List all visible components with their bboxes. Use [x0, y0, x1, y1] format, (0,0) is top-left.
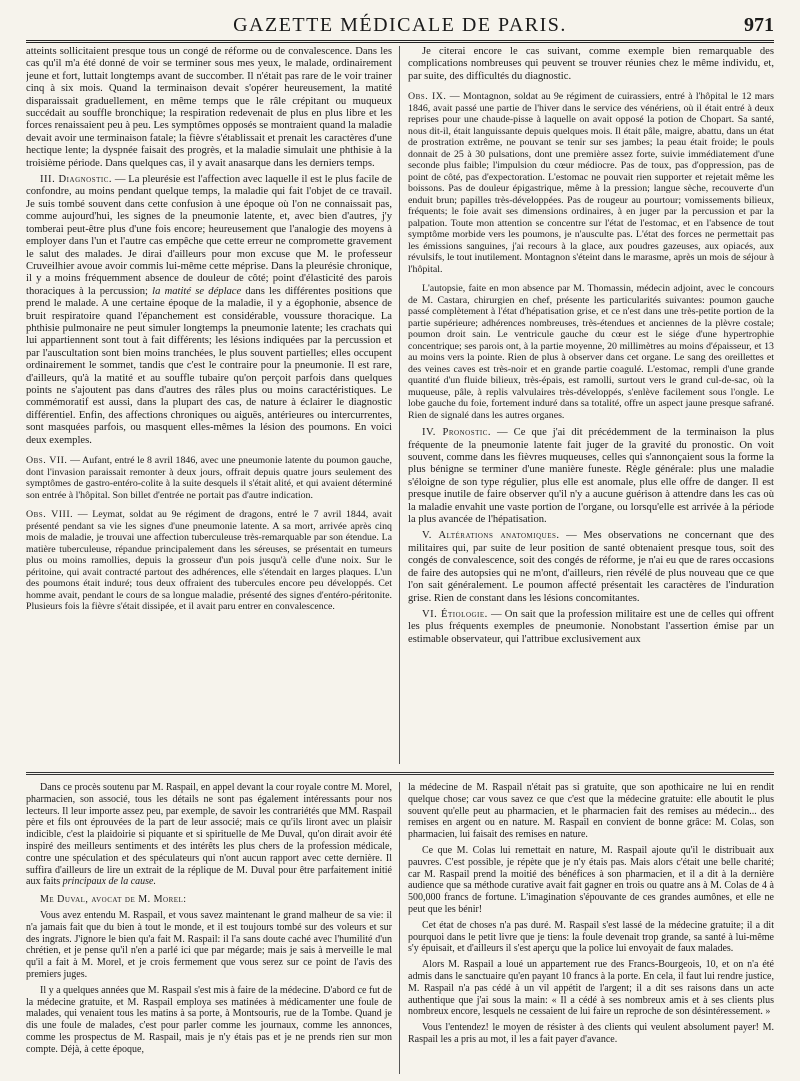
section-heading: V. Altérations anatomiques.: [422, 530, 560, 542]
section-text: — Ce que j'ai dit précédemment de la terminaison la plus fréquente de la pneumonie latente fait juger de la gravité du pronostic. On voit souvent, comme dans les fièvres muqueuses, celles qui s'annonçaient sous la forme la plus bénigne se terminer d'une manière funeste. Règle générale: plus une maladie s'éloigne de son type régulier, plus elle est anomale, plus elle offre de danger. Il est presque inutile de faire observer qu'il n'y a aucune guérison à attendre dans les cas où la maladie envahit une vaste portion de l'organe, ou lorsqu'elle est arrivée à la période la plus avancée de l'hépatisation.: [408, 427, 774, 526]
observation-8: [26, 509, 392, 613]
section-text: — Mes observations ne concernant que des militaires qui, par suite de leur position de santé obtenaient presque tous, soit des congés de convalescence, soit des congés de réforme, je n'ai eu que de rares occasions de faire des autopsies qui ne m'ont, d'ailleurs, rien révélé de plus nouveau que ce que l'on sait généralement. Le poumon affecté présentait les caractères de l'induration grise. Rien de constant dans les lésions concomitantes.: [408, 530, 774, 604]
column-divider: [399, 782, 400, 1074]
observation-heading: Obs. IX.: [408, 91, 447, 103]
page-header: [26, 14, 774, 43]
observation-9: [408, 91, 774, 275]
paragraph: Ce que M. Colas lui remettait en nature, M. Raspail ajoute qu'il le distribuait aux pauvres. C'est possible, je répète que je n'y étais pas. Mais alors c'était une belle charité; car M. Raspail prend la moitié des bénéfices à son pharmacien, et il a dit à la dernière audience que sa méthode curative avait fait gagner en trois ou quatre ans à M. Colas de 4 à 500,000 francs de fortune. L'imagination s'épouvante de ces grandes aumônes, et elle ne peut que les bénir!: [408, 844, 774, 915]
observation-heading: Obs. VIII.: [26, 509, 74, 520]
paragraph: Je citerai encore le cas suivant, comme exemple bien remarquable des complications nombreuses qui peuvent se trouver réunies chez le même individu, et, par suite, des difficultés du diagnostic.: [408, 46, 774, 82]
observation-text: — Montagnon, soldat au 9e régiment de cuirassiers, entré à l'hôpital le 12 mars 1846, avait passé une partie de l'hiver dans le service des vénériens, où il était entré à deux reprises pour une chaude-pisse à laquelle on avait opposé la potion de Chopart. Sa santé, nous dit-il, était languissante depuis quelques mois. Il était pâle, maigre, abattu, dans un état de prostration extrême, ne pouvant se tenir sur ses jambes; la peau était froide; le pouls donnait de 25 à 30 pulsations, dont une première assez forte, suivie immédiatement d'une seconde plus faible; l'impulsion du cœur médiocre. Pas de toux, pas d'oppression, pas de point de côté, pas d'expectoration. L'estomac ne pouvait rien supporter et rejetait même les boissons. Pas de douleur épigastrique, même à la pression; langue sèche, recouverte d'un enduit brun; papilles très-développées. Pas de rougeur au pourtour; vomissements bilieux, fréquents; le foie avait ses dimensions ordinaires, à en juger par la percussion et par la palpation. Toute mon attention se concentre sur l'état de l'estomac, et en l'absence de tout symptôme morbide vers les poumons, je n'ausculte pas. L'état des forces ne permettait pas les émissions sanguines, j'ai recours à la glace, aux poudres gazeuses, aux opiacés, aux révulsifs, le tout inutilement. Montagnon s'éteint dans le marasme, après un mois de séjour à l'hôpital.: [408, 91, 774, 275]
observation-7: [26, 455, 392, 501]
section-text: — On sait que la profession militaire est une de celles qui offrent les plus fréquents exemples de pneumonie. Nonobstant l'assertion émise par un estimable observateur, qui l'attribue exclusivement aux: [408, 608, 774, 645]
paragraph: atteints sollicitaient presque tous un congé de réforme ou de convalescence. Dans les cas qu'il m'a été donné de voir se terminer sous mes yeux, le malade, ordinairement jeune et fort, luttait longtemps avant de succomber. Il n'était pas rare de le voir trainer cinq à six mois. Quand la terminaison devait s'opérer heureusement, la matité disparaissait graduellement, en même temps que le râle crépitant ou muqueux succédait au souffle bronchique; la respiration redevenait de plus en plus libre et les forces renaissaient peu à peu. Les symptômes opposés se montraient quand la maladie devait avoir une terminaison fatale; la fièvre s'établissait et prenait les caractères d'une hectique lente; la dyspnée faisait des progrès, et la maladie simulait une phthisie à la troisième période. Dans quelques cas, il y avait anasarque dans les derniers temps.: [26, 46, 392, 169]
anatomy-section: [408, 530, 774, 604]
section-heading: VI. Étiologie.: [422, 608, 488, 620]
page-number: 971: [744, 14, 774, 36]
paragraph: Vous l'entendez! le moyen de résister à des clients qui veulent absolument payer! M. Raspail les a pris au mot, il les a fait payer d'avance.: [408, 1022, 774, 1045]
paragraph: Vous avez entendu M. Raspail, et vous savez maintenant le grand malheur de sa vie: il n'a jamais fait que du bien à tout le monde, et il est toujours tombé sur des voleurs et sur des ingrats. J'ignore le bien qu'a fait M. Raspail: il l'a sans doute caché avec l'humilité d'un chrétien, et je pense qu'il n'en a parlé ici que par mégarde; mais je sais à merveille le mal qu'il a fait à M. Morel, et je crois fermement que vous serez sur ce point de l'avis des premiers juges.: [26, 909, 392, 980]
journal-title: GAZETTE MÉDICALE DE PARIS.: [233, 14, 567, 36]
paragraph-text: Dans ce procès soutenu par M. Raspail, en appel devant la cour royale contre M. Morel, pharmacien, son associé, tous les détails ne sont pas également intéressants pour nos lecteurs. Il leur importe assez peu, par exemple, de savoir les contrariétés que MM. Raspail père et fils ont éprouvées de la part de leur associé; mais ce qu'ils liront avec un plaisir indicible, c'est la plaidoirie si piquante et si spirituelle de Me Duval, qu'on dirait avoir été inspiré des meilleurs sentiments et des intérêts les plus chers de la profession médicale, contre une spéculation et des spéculateurs qui n'ont aucun rapport avec cette dernière. Il suffira d'ailleurs de lire un extrait de la réplique de M. Duval pour être parfaitement initié aux faits: [26, 782, 392, 888]
observation-text: — Aufant, entré le 8 avril 1846, avec une pneumonie latente du poumon gauche, dont l'invasion paraissait remonter à deux jours, offrait depuis quatre jours seulement des symptômes de gastro-entéro-colite à la suite desquels il s'était alité, et qui avaient déterminé son entrée à l'hôpital. Son billet d'entrée ne portait pas d'autre indication.: [26, 455, 392, 501]
section-text: — La pleurésie est l'affection avec laquelle il est le plus facile de confondre, au moins pendant quelque temps, la maladie qui fait l'objet de ce travail. Je suis tombé souvent dans cette confusion à une époque où l'on ne connaissait pas, comme aujourd'hui, les signes de la pneumonie latente, et, avec bien d'autres, j'y tomberai peut-être plus d'une fois encore; heureusement que l'analogie des moyens à employer dans l'un et l'autre cas empêche que cette erreur ne compromette gravement le salut des malades. Je dirai d'ailleurs pour mon excuse que M. le professeur Cruveilhier avoue avoir commis lui-même cette méprise. Dans la pleurésie chronique, il y a moins fréquemment absence de douleur de côté; point d'élasticité des parois thoraciques à la percussion;: [26, 174, 392, 297]
observation-heading: Obs. VII.: [26, 455, 68, 466]
autopsy-paragraph: L'autopsie, faite en mon absence par M. Thomassin, médecin adjoint, avec le concours de M. Castara, chirurgien en chef, présente les particularités suivantes: poumon gauche passé complètement à l'état d'hépatisation grise, et ce n'est dans une très-petite portion de la partie supérieure; adhérences nombreuses, très-étendues et anciennes de la plèvre costale; poumon droit sain. Le ventricule gauche du cœur est le siége d'une hypertrophie concentrique; ses parois ont, à la partie moyenne, 20 millimètres au moins d'épaisseur, et 13 au moins vers la pointe. Rien de plus à observer dans cet organe. Le sang des oreillettes et des veines caves est très-noir et en grande partie coagulé. L'estomac, rempli d'une grande quantité d'un fluide bilieux, très-épais, est ramolli, surtout vers le grand cul-de-sac, où la muqueuse, pâle, à replis valvulaires très-développés, s'enlève facilement sous l'ongle. Le lobe gauche du foie, fortement induré dans sa totalité, offre un aspect jaune presque safrané. Rien de signalé dans les autres organes.: [408, 283, 774, 421]
diagnostic-section: [26, 174, 392, 447]
right-column: [408, 46, 774, 764]
prognosis-section: [408, 427, 774, 526]
italic-text: la matité se déplace: [152, 285, 242, 297]
column-divider: [399, 46, 400, 764]
feuilleton-right-column: [408, 782, 774, 1074]
observation-text: — Leymat, soldat au 9e régiment de dragons, entré le 7 avril 1844, avait présenté pendant sa vie les signes d'une pneumonie latente. A sa mort, arrivée après cinq mois de maladie, je trouvai une affection tuberculeuse très-remarquable par son étendue. La matière tuberculeuse, répandue principalement dans les séreuses, se présentait en tumeurs plus ou moins ramollies, depuis la grosseur d'un pois jusqu'à celle d'une noix. Sur le péritoine, qui avait contracté partout des adhérences, elle s'étendait en larges plaques. L'un des poumons était induré; tous deux offraient des tubercules encore peu développés. Cet homme avait, pendant le cours de sa longue maladie, présenté des signes d'entéro-péritonite. Plusieurs fois la fièvre s'était dissipée, et il avait paru entrer en convalescence.: [26, 509, 392, 612]
etiology-section: [408, 609, 774, 646]
section-separator: [26, 772, 774, 775]
paragraph: Cet état de choses n'a pas duré. M. Raspail s'est lassé de la médecine gratuite; il a dit pourquoi dans le petit livre que je tiens: la foule devenait trop grande, sa santé à lui-même s'y épuisait, et d'ailleurs il s'est aperçu que la police lui envoyait de faux malades.: [408, 919, 774, 955]
section-text: dans les différentes positions que prend le malade. A une certaine époque de la maladie, il y a égophonie, absence de bruit respiratoire quand l'épanchement est considérable, voussure thoracique. La phthisie pulmonaire ne peut simuler longtemps la pneumonie latente; les crachats qui lui appartiennent sont tout à fait différents; les lésions indiquées par la percussion et par l'auscultation sont bien moins tranchées, le plus souvent partielles; elles occupent ordinairement le sommet, tandis que c'est le contraire pour la pneumonie. Il est rare, d'ailleurs, qu'à la matité et au souffle tubaire qu'on perçoit parfois dans quelques points ne s'ajoutent pas dans d'autres des râles plus ou moins caractéristiques. Le commémoratif est aussi, dans la plupart des cas, de nature à éclairer le diagnostic différentiel. Enfin, des affections chroniques ou aiguës, antérieures ou intercurrentes, sont masquées parfois, ou masquent elles-mêmes la lésion des poumons. En voici deux exemples.: [26, 285, 392, 446]
section-heading: IV. Pronostic.: [422, 427, 492, 439]
paragraph: Il y a quelques années que M. Raspail s'est mis à faire de la médecine. D'abord ce fut de la médecine gratuite, et M. Raspail employa ses matinées à médicamenter une foule de malades, qui venaient tous les matins à sa porte, à Montsouris, rue de la Tombe. Quand je dis une foule de malades, c'est pour parler comme les journaux, comme les annonces, comme les prospectus de M. Raspail, mais je n'y étais pas et je ne prends rien sur mon compte. Déjà, à cette époque,: [26, 984, 392, 1055]
speaker-heading: Me Duval, avocat de M. Morel:: [40, 894, 187, 906]
intro-paragraph: [26, 782, 392, 888]
feuilleton-left-column: [26, 782, 392, 1074]
left-column: [26, 46, 392, 764]
section-heading: III. Diagnostic.: [40, 174, 113, 186]
paragraph: la médecine de M. Raspail n'était pas si gratuite, que son apothicaire ne lui en rendit quelque chose; car vous savez ce que c'est que la médecine gratuite: elle aboutit le plus souvent qu'elle peut au pharmacien, et le pharmacien fait des remises au médecin... des remises en argent ou en nature. M. Raspail en convient de bonne grâce: M. Colas, son pharmacien, lui faisait des remises en nature.: [408, 782, 774, 841]
paragraph: Alors M. Raspail a loué un appartement rue des Francs-Bourgeois, 10, et on n'a été admis dans le sanctuaire qu'en payant 10 francs à la porte. En cela, il faut lui rendre justice, M. Raspail n'a pas cédé à un vil appétit de l'argent; il a dit ses raisons dans un acte authentique que j'ai sous la main: « Il a cédé à ses nombreux amis et à ses clients plus nombreux encore, lesquels ne cessaient de lui faire un reproche de son désintéressement. »: [408, 959, 774, 1018]
italic-text: principaux de la cause.: [62, 876, 156, 888]
